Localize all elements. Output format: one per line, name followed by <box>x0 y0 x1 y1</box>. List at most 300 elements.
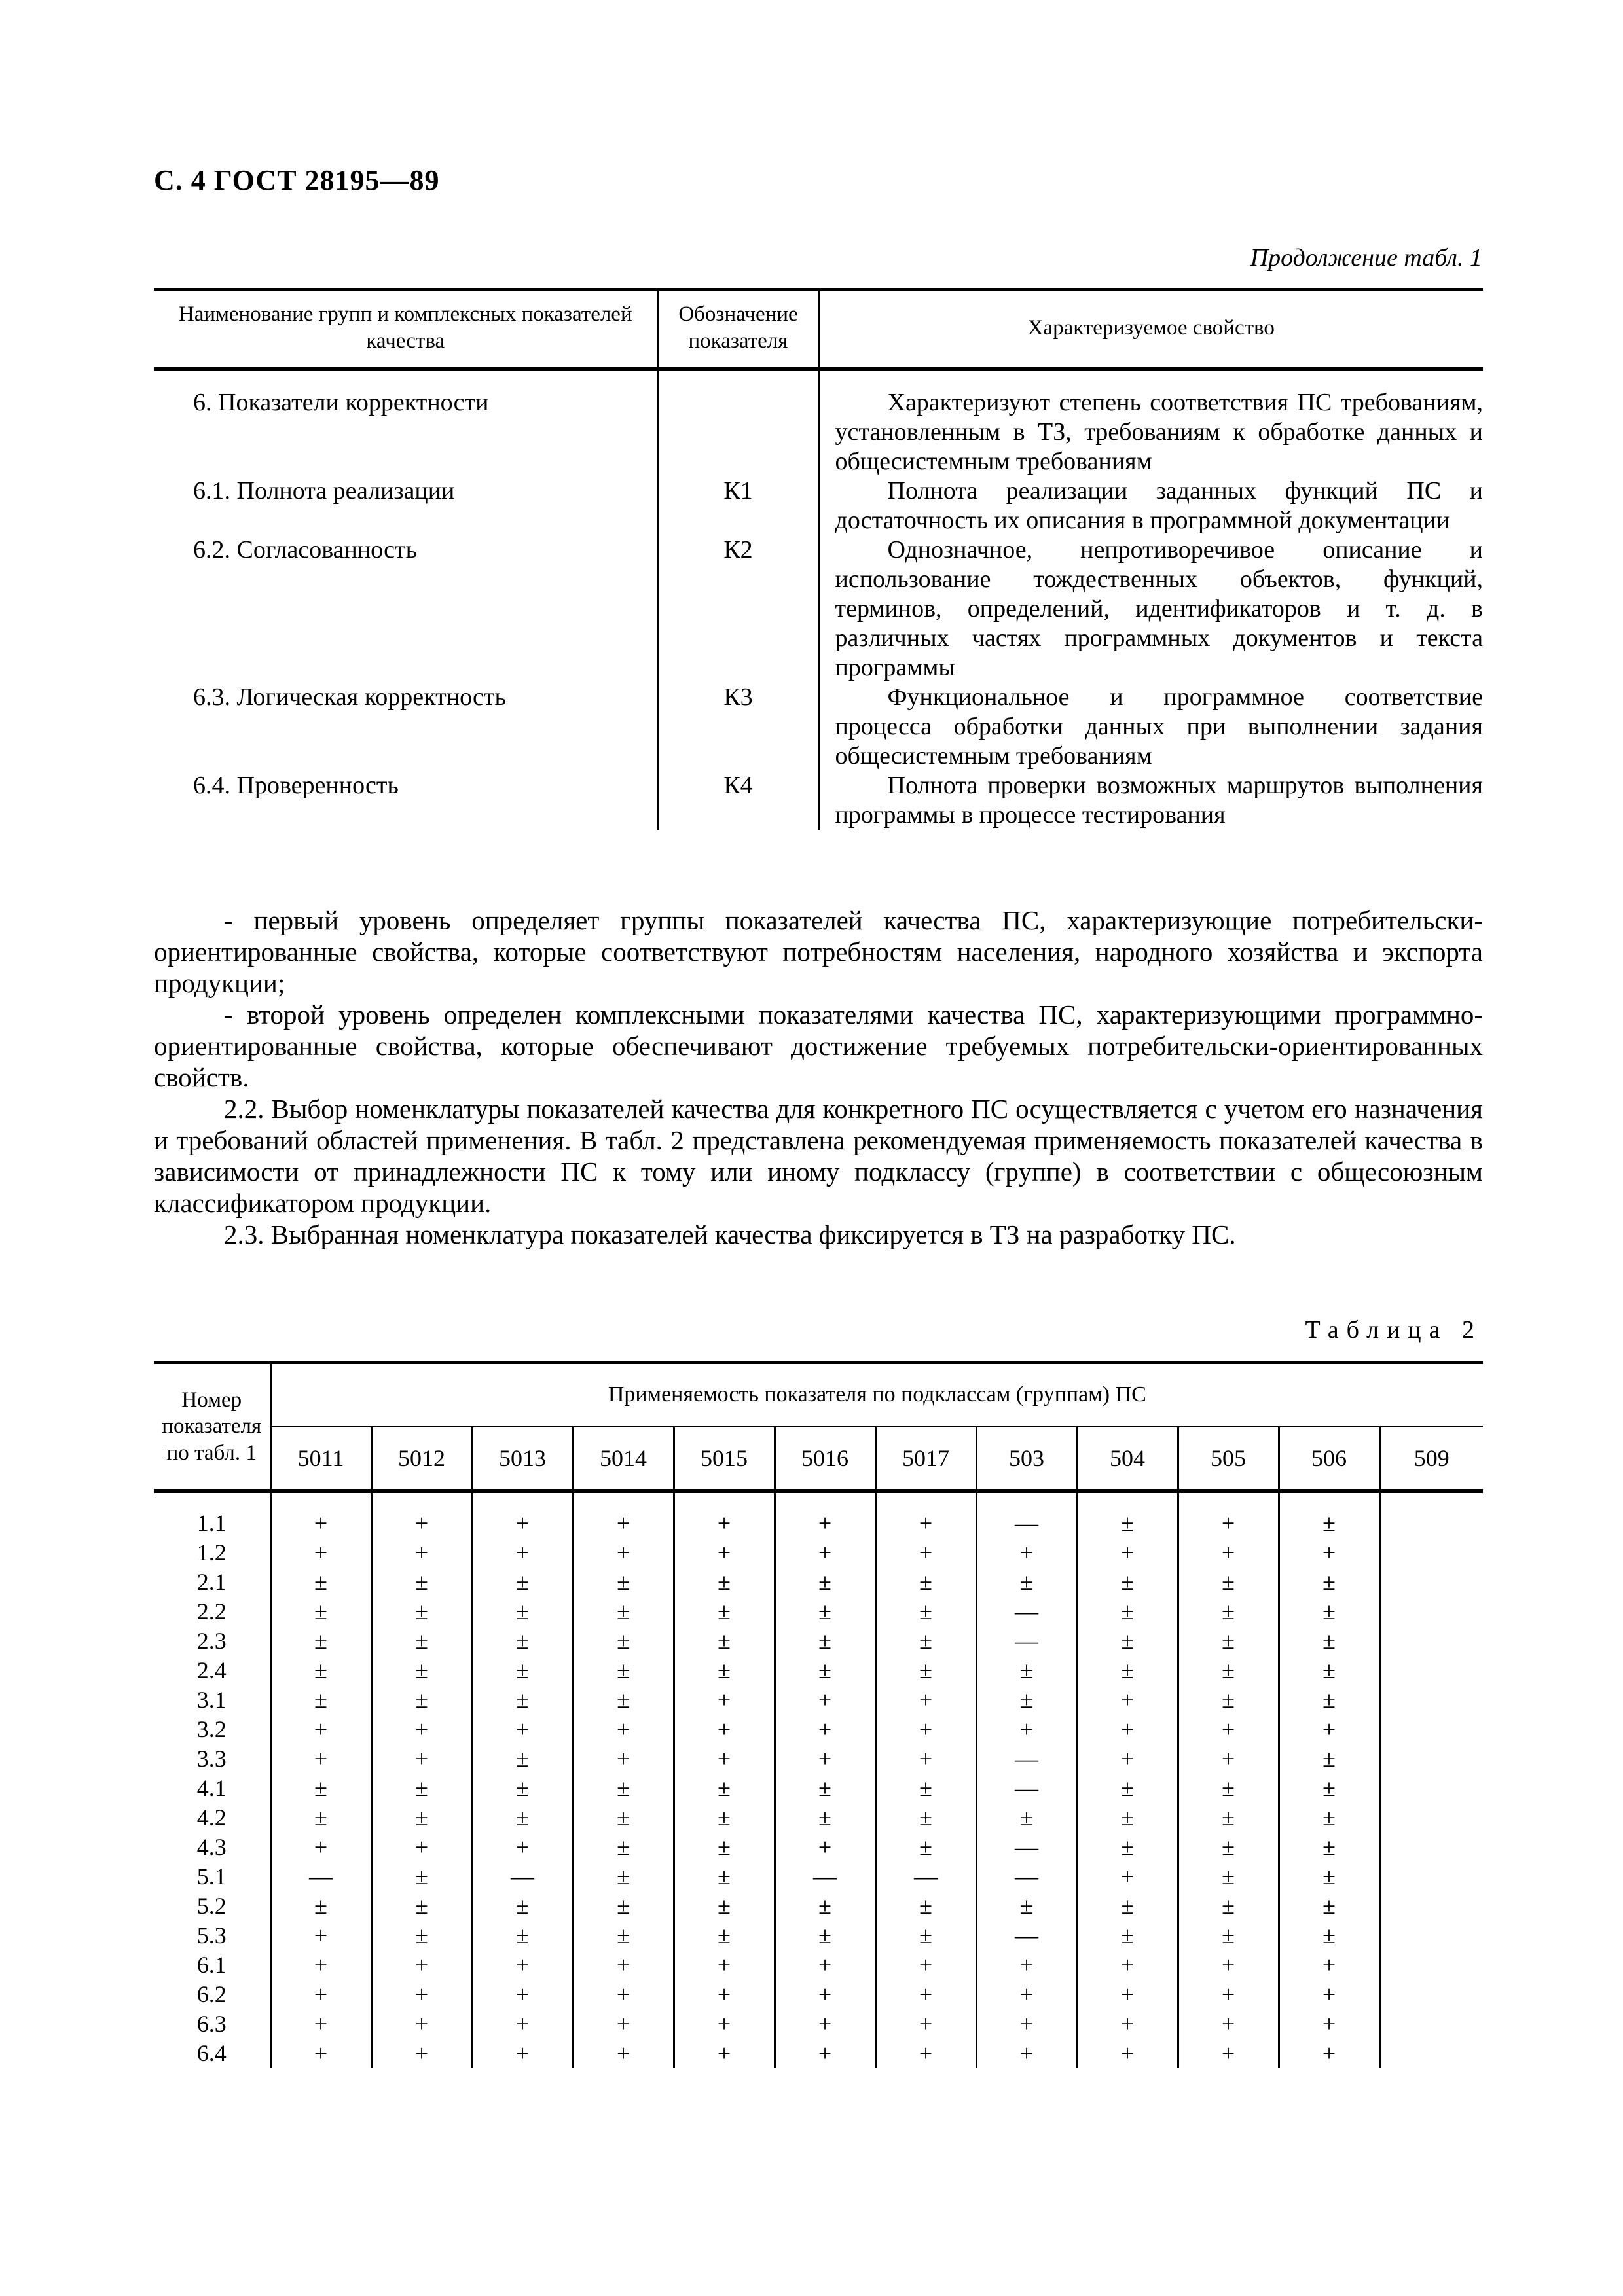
applicability-cell: + <box>270 1509 371 1538</box>
applicability-cell: ± <box>1279 1597 1379 1626</box>
applicability-cell: ± <box>875 1568 976 1597</box>
class-header: 509 <box>1379 1427 1483 1490</box>
indicator-name: 6. Показатели корректности <box>193 388 489 416</box>
applicability-cell: ± <box>573 1597 674 1626</box>
applicability-cell: ± <box>674 1892 775 1921</box>
applicability-cell: + <box>775 1980 875 2009</box>
applicability-cell: + <box>573 1744 674 1774</box>
applicability-cell: ± <box>775 1568 875 1597</box>
row-number: 3.3 <box>196 1746 227 1772</box>
applicability-cell: — <box>976 1744 1077 1774</box>
applicability-cell: ± <box>270 1774 371 1803</box>
applicability-cell: + <box>674 1980 775 2009</box>
row-number: 5.2 <box>196 1893 227 1919</box>
applicability-cell: + <box>775 1509 875 1538</box>
applicability-cell: — <box>976 1774 1077 1803</box>
applicability-cell: ± <box>472 1921 573 1950</box>
indicator-code: К1 <box>658 476 818 535</box>
applicability-cell: ± <box>875 1597 976 1626</box>
row-number: 2.3 <box>196 1628 227 1654</box>
table-row <box>154 2039 1483 2068</box>
applicability-cell: + <box>976 1980 1077 2009</box>
applicability-cell: + <box>270 2009 371 2039</box>
applicability-cell: + <box>472 1538 573 1568</box>
applicability-cell: ± <box>1077 1509 1178 1538</box>
applicability-cell: ± <box>371 1568 472 1597</box>
class-header: 5015 <box>674 1427 775 1490</box>
applicability-cell: + <box>674 1538 775 1568</box>
applicability-cell: + <box>371 2039 472 2068</box>
applicability-cell: + <box>371 2009 472 2039</box>
applicability-cell: — <box>976 1862 1077 1892</box>
applicability-cell: ± <box>674 1862 775 1892</box>
applicability-cell: ± <box>1178 1862 1279 1892</box>
applicability-cell: ± <box>472 1597 573 1626</box>
applicability-cell: ± <box>976 1803 1077 1833</box>
applicability-cell: ± <box>371 1626 472 1656</box>
table-row <box>154 1597 1483 1626</box>
applicability-cell: + <box>674 1509 775 1538</box>
applicability-cell: ± <box>1178 1656 1279 1685</box>
applicability-cell: + <box>1178 1509 1279 1538</box>
class-header: 5014 <box>573 1427 674 1490</box>
applicability-cell: ± <box>674 1833 775 1862</box>
applicability-cell: ± <box>875 1626 976 1656</box>
applicability-cell: ± <box>976 1685 1077 1715</box>
applicability-cell: ± <box>1077 1921 1178 1950</box>
applicability-cell: + <box>1077 1744 1178 1774</box>
applicability-cell <box>1379 1921 1483 1950</box>
applicability-cell: + <box>875 1950 976 1980</box>
applicability-cell: ± <box>371 1892 472 1921</box>
applicability-cell: + <box>1077 2009 1178 2039</box>
applicability-cell: ± <box>976 1892 1077 1921</box>
applicability-cell: + <box>270 1980 371 2009</box>
indicator-property <box>818 535 1483 683</box>
applicability-cell: + <box>1077 1980 1178 2009</box>
page-header: С. 4 ГОСТ 28195—89 <box>154 164 440 196</box>
paragraph: - первый уровень определяет группы показателей качества ПС, характеризующие потребительски-ориентированные свойства, которые соответствуют потребностям населения, народного хозяйства и экспорта продукции; <box>154 905 1483 998</box>
applicability-cell: ± <box>270 1597 371 1626</box>
applicability-cell: ± <box>472 1568 573 1597</box>
applicability-cell: ± <box>472 1656 573 1685</box>
applicability-cell: + <box>674 1685 775 1715</box>
applicability-cell: + <box>976 1538 1077 1568</box>
table-row <box>154 1509 1483 1538</box>
class-header: 5016 <box>775 1427 875 1490</box>
applicability-cell: + <box>472 1980 573 2009</box>
applicability-cell <box>1379 1568 1483 1597</box>
applicability-cell: + <box>371 1980 472 2009</box>
applicability-cell: + <box>1279 1715 1379 1744</box>
applicability-cell: + <box>875 1715 976 1744</box>
table-row <box>154 1538 1483 1568</box>
applicability-cell <box>1379 1538 1483 1568</box>
applicability-cell: ± <box>270 1626 371 1656</box>
table-row <box>154 1656 1483 1685</box>
applicability-cell: ± <box>573 1862 674 1892</box>
applicability-cell: ± <box>775 1597 875 1626</box>
applicability-cell: ± <box>976 1568 1077 1597</box>
table-row <box>154 1685 1483 1715</box>
applicability-cell: ± <box>1077 1803 1178 1833</box>
table1-header-property: Характеризуемое свойство <box>818 289 1483 368</box>
applicability-cell: ± <box>472 1685 573 1715</box>
body-text <box>154 905 1483 1250</box>
applicability-cell: ± <box>674 1803 775 1833</box>
applicability-cell: + <box>1077 1685 1178 1715</box>
class-header: 5017 <box>875 1427 976 1490</box>
applicability-cell: + <box>573 1980 674 2009</box>
paragraph: 2.2. Выбор номенклатуры показателей качества для конкретного ПС осуществляется с учетом его назначения и требований областей применения. В табл. 2 представлена рекомендуемая применяемость показателей качества в зависимости от принадлежности ПС к тому или иному подклассу (группе) в соответствии с общесоюзным классификатором продукции. <box>154 1094 1483 1218</box>
applicability-cell: ± <box>573 1833 674 1862</box>
indicator-property-text: Функциональное и программное соответствие процесса обработки данных при выполнении задания общесистемным требованиям <box>835 683 1483 770</box>
indicator-property <box>818 683 1483 771</box>
applicability-cell: + <box>775 2009 875 2039</box>
applicability-cell <box>1379 1892 1483 1921</box>
applicability-cell: + <box>1178 1538 1279 1568</box>
applicability-cell <box>1379 1833 1483 1862</box>
applicability-cell: + <box>1178 1715 1279 1744</box>
applicability-cell: ± <box>1077 1656 1178 1685</box>
indicator-code: К3 <box>658 683 818 771</box>
applicability-cell: + <box>472 1950 573 1980</box>
class-header: 505 <box>1178 1427 1279 1490</box>
row-number: 4.3 <box>196 1834 227 1860</box>
applicability-cell: + <box>674 1715 775 1744</box>
applicability-cell: + <box>674 2039 775 2068</box>
applicability-cell: ± <box>674 1597 775 1626</box>
applicability-cell: + <box>875 2039 976 2068</box>
applicability-cell: + <box>1279 1980 1379 2009</box>
applicability-cell: ± <box>976 1656 1077 1685</box>
applicability-cell: ± <box>775 1803 875 1833</box>
applicability-cell: ± <box>1178 1892 1279 1921</box>
applicability-cell: + <box>775 1538 875 1568</box>
applicability-cell: ± <box>573 1656 674 1685</box>
applicability-cell: ± <box>674 1921 775 1950</box>
applicability-cell: ± <box>1077 1568 1178 1597</box>
applicability-cell: ± <box>1178 1803 1279 1833</box>
applicability-cell: + <box>1279 1950 1379 1980</box>
applicability-cell: ± <box>875 1774 976 1803</box>
applicability-cell: + <box>875 1538 976 1568</box>
row-number: 5.1 <box>196 1863 227 1890</box>
applicability-cell: — <box>976 1626 1077 1656</box>
applicability-cell: + <box>1279 2009 1379 2039</box>
applicability-cell: + <box>1178 1950 1279 1980</box>
table1-header-name: Наименование групп и комплексных показателей качества <box>154 289 658 368</box>
applicability-cell: + <box>976 1715 1077 1744</box>
applicability-cell: ± <box>875 1803 976 1833</box>
applicability-cell: ± <box>573 1774 674 1803</box>
applicability-cell: — <box>472 1862 573 1892</box>
applicability-cell: + <box>875 1744 976 1774</box>
applicability-cell: + <box>270 1715 371 1744</box>
applicability-cell: ± <box>1178 1833 1279 1862</box>
applicability-cell: + <box>573 1538 674 1568</box>
applicability-cell: + <box>674 1744 775 1774</box>
paragraph: 2.3. Выбранная номенклатура показателей качества фиксируется в ТЗ на разработку ПС. <box>224 1219 1236 1249</box>
applicability-cell: ± <box>472 1626 573 1656</box>
applicability-cell <box>1379 1774 1483 1803</box>
applicability-cell: ± <box>1178 1685 1279 1715</box>
applicability-cell: + <box>371 1950 472 1980</box>
applicability-cell: ± <box>674 1626 775 1656</box>
table-2 <box>154 1361 1483 2068</box>
applicability-cell: + <box>270 1744 371 1774</box>
table-row <box>154 476 1483 535</box>
applicability-cell: + <box>573 2039 674 2068</box>
table-row <box>154 2009 1483 2039</box>
row-number: 3.2 <box>196 1716 227 1742</box>
applicability-cell: ± <box>371 1597 472 1626</box>
table-row <box>154 1833 1483 1862</box>
indicator-name: 6.4. Проверенность <box>193 771 399 799</box>
applicability-cell: + <box>371 1833 472 1862</box>
indicator-name: 6.1. Полнота реализации <box>193 476 455 505</box>
applicability-cell: + <box>1077 1715 1178 1744</box>
row-number: 6.3 <box>196 2011 227 2037</box>
applicability-cell: ± <box>1279 1685 1379 1715</box>
applicability-cell: ± <box>371 1862 472 1892</box>
applicability-cell <box>1379 1980 1483 2009</box>
applicability-cell: + <box>573 1509 674 1538</box>
table1-header-code: Обозначение показателя <box>658 289 818 368</box>
row-number: 3.1 <box>196 1687 227 1713</box>
applicability-cell: ± <box>1178 1568 1279 1597</box>
indicator-code: К2 <box>658 535 818 683</box>
applicability-cell: + <box>270 2039 371 2068</box>
applicability-cell: + <box>775 1950 875 1980</box>
applicability-cell: ± <box>1279 1803 1379 1833</box>
table-row <box>154 1803 1483 1833</box>
applicability-cell: + <box>674 2009 775 2039</box>
indicator-property <box>818 771 1483 830</box>
indicator-property <box>818 388 1483 476</box>
applicability-cell: + <box>1178 1744 1279 1774</box>
applicability-cell: ± <box>875 1656 976 1685</box>
table2-header-group: Применяемость показателя по подклассам (группам) ПС <box>270 1363 1483 1427</box>
applicability-cell: + <box>1178 1980 1279 2009</box>
applicability-cell: + <box>472 1715 573 1744</box>
applicability-cell: + <box>371 1715 472 1744</box>
applicability-cell: ± <box>573 1803 674 1833</box>
applicability-cell: + <box>1077 1538 1178 1568</box>
table1-continuation-label: Продолжение табл. 1 <box>1250 244 1482 272</box>
applicability-cell: ± <box>270 1803 371 1833</box>
indicator-code: К4 <box>658 771 818 830</box>
applicability-cell: ± <box>775 1626 875 1656</box>
applicability-cell: ± <box>674 1656 775 1685</box>
applicability-cell <box>1379 1685 1483 1715</box>
applicability-cell <box>1379 1626 1483 1656</box>
applicability-cell: + <box>573 2009 674 2039</box>
applicability-cell: ± <box>371 1921 472 1950</box>
class-header: 5011 <box>270 1427 371 1490</box>
applicability-cell <box>1379 1509 1483 1538</box>
row-number: 2.2 <box>196 1598 227 1624</box>
applicability-cell <box>1379 1715 1483 1744</box>
table-row <box>154 683 1483 771</box>
applicability-cell: ± <box>674 1774 775 1803</box>
row-number: 2.4 <box>196 1657 227 1683</box>
applicability-cell: ± <box>371 1774 472 1803</box>
applicability-cell: ± <box>1077 1626 1178 1656</box>
applicability-cell: ± <box>270 1568 371 1597</box>
row-number: 1.2 <box>196 1539 227 1566</box>
applicability-cell: + <box>1178 2039 1279 2068</box>
table-row <box>154 1950 1483 1980</box>
applicability-cell: + <box>270 1921 371 1950</box>
table-row <box>154 1744 1483 1774</box>
row-number: 4.2 <box>196 1804 227 1831</box>
applicability-cell: ± <box>1279 1892 1379 1921</box>
table-row <box>154 771 1483 830</box>
applicability-cell: + <box>775 1833 875 1862</box>
applicability-cell: ± <box>573 1568 674 1597</box>
table-row <box>154 1774 1483 1803</box>
indicator-property-text: Полнота проверки возможных маршрутов выполнения программы в процессе тестирования <box>835 771 1483 829</box>
indicator-property <box>818 476 1483 535</box>
applicability-cell <box>1379 1950 1483 1980</box>
table-row <box>154 535 1483 683</box>
applicability-cell: + <box>875 1509 976 1538</box>
indicator-property-text: Полнота реализации заданных функций ПС и достаточность их описания в программной документации <box>835 476 1483 534</box>
applicability-cell: ± <box>573 1685 674 1715</box>
applicability-cell: ± <box>371 1656 472 1685</box>
applicability-cell: ± <box>472 1774 573 1803</box>
applicability-cell: + <box>1279 1538 1379 1568</box>
applicability-cell <box>1379 1597 1483 1626</box>
table-row <box>154 1892 1483 1921</box>
table1-body <box>154 368 1483 830</box>
applicability-cell: ± <box>270 1685 371 1715</box>
applicability-cell: ± <box>1178 1774 1279 1803</box>
applicability-cell: — <box>270 1862 371 1892</box>
indicator-property-text: Однозначное, непротиворечивое описание и использование тождественных объектов, функций, терминов, определений, идентификаторов и т. д. в различных частях программных документов и текста программы <box>835 535 1483 681</box>
applicability-cell: ± <box>371 1685 472 1715</box>
applicability-cell <box>1379 1803 1483 1833</box>
table2-header-number: Номер показателя по табл. 1 <box>154 1363 270 1490</box>
applicability-cell: ± <box>371 1803 472 1833</box>
applicability-cell: + <box>270 1950 371 1980</box>
applicability-cell: ± <box>1279 1744 1379 1774</box>
applicability-cell: ± <box>775 1892 875 1921</box>
applicability-cell: ± <box>1279 1774 1379 1803</box>
applicability-cell: ± <box>1279 1509 1379 1538</box>
applicability-cell: ± <box>775 1774 875 1803</box>
indicator-name: 6.2. Согласованность <box>193 535 417 564</box>
applicability-cell: — <box>976 1509 1077 1538</box>
applicability-cell: + <box>472 1509 573 1538</box>
applicability-cell: — <box>976 1921 1077 1950</box>
applicability-cell: ± <box>875 1892 976 1921</box>
class-header: 506 <box>1279 1427 1379 1490</box>
applicability-cell: ± <box>270 1656 371 1685</box>
applicability-cell: ± <box>472 1803 573 1833</box>
applicability-cell: ± <box>1279 1626 1379 1656</box>
applicability-cell: + <box>976 2009 1077 2039</box>
applicability-cell: ± <box>674 1568 775 1597</box>
table-row <box>154 1921 1483 1950</box>
applicability-cell: + <box>573 1950 674 1980</box>
applicability-cell: ± <box>472 1744 573 1774</box>
applicability-cell: + <box>976 2039 1077 2068</box>
table-row <box>154 388 1483 476</box>
applicability-cell: + <box>371 1509 472 1538</box>
applicability-cell: + <box>875 1980 976 2009</box>
applicability-cell <box>1379 1656 1483 1685</box>
applicability-cell: ± <box>1077 1833 1178 1862</box>
applicability-cell: + <box>775 1715 875 1744</box>
applicability-cell: + <box>976 1950 1077 1980</box>
applicability-cell: ± <box>1178 1597 1279 1626</box>
row-number: 4.1 <box>196 1775 227 1801</box>
applicability-cell: ± <box>875 1833 976 1862</box>
applicability-cell <box>1379 1862 1483 1892</box>
applicability-cell: ± <box>875 1921 976 1950</box>
applicability-cell: + <box>875 2009 976 2039</box>
applicability-cell: + <box>371 1538 472 1568</box>
class-header: 503 <box>976 1427 1077 1490</box>
applicability-cell: + <box>775 2039 875 2068</box>
applicability-cell: ± <box>1279 1921 1379 1950</box>
row-number: 6.2 <box>196 1981 227 2007</box>
applicability-cell: ± <box>573 1626 674 1656</box>
row-number: 2.1 <box>196 1569 227 1595</box>
applicability-cell: + <box>1279 2039 1379 2068</box>
applicability-cell: + <box>1077 1950 1178 1980</box>
applicability-cell: — <box>976 1597 1077 1626</box>
applicability-cell: ± <box>573 1892 674 1921</box>
applicability-cell: + <box>875 1685 976 1715</box>
table2-body <box>154 1490 1483 2069</box>
table-row <box>154 1568 1483 1597</box>
applicability-cell: — <box>976 1833 1077 1862</box>
applicability-cell: ± <box>472 1892 573 1921</box>
table-row <box>154 1715 1483 1744</box>
table-1 <box>154 288 1483 830</box>
applicability-cell: + <box>674 1950 775 1980</box>
applicability-cell: ± <box>775 1656 875 1685</box>
applicability-cell: ± <box>1077 1774 1178 1803</box>
applicability-cell: + <box>270 1833 371 1862</box>
applicability-cell: ± <box>1279 1568 1379 1597</box>
applicability-cell: ± <box>270 1892 371 1921</box>
applicability-cell: ± <box>573 1921 674 1950</box>
paragraph: - второй уровень определен комплексными показателями качества ПС, характеризующими программно-ориентированные свойства, которые обеспечивают достижение требуемых потребительски-ориентированных свойств. <box>154 999 1483 1092</box>
applicability-cell: + <box>1077 1862 1178 1892</box>
table2-class-header-row <box>154 1427 1483 1490</box>
applicability-cell: ± <box>1077 1892 1178 1921</box>
indicator-property-text: Характеризуют степень соответствия ПС требованиям, установленным в ТЗ, требованиям к обработке данных и общесистемным требованиям <box>835 388 1483 475</box>
class-header: 5013 <box>472 1427 573 1490</box>
table2-label: Таблица 2 <box>1305 1316 1482 1344</box>
applicability-cell: + <box>1077 2039 1178 2068</box>
applicability-cell: + <box>371 1744 472 1774</box>
applicability-cell <box>1379 2009 1483 2039</box>
applicability-cell: ± <box>1279 1862 1379 1892</box>
applicability-cell: + <box>573 1715 674 1744</box>
applicability-cell: ± <box>1178 1626 1279 1656</box>
applicability-cell: — <box>775 1862 875 1892</box>
table-row <box>154 1862 1483 1892</box>
applicability-cell: + <box>472 1833 573 1862</box>
row-number: 5.3 <box>196 1922 227 1948</box>
applicability-cell <box>1379 2039 1483 2068</box>
applicability-cell <box>1379 1744 1483 1774</box>
